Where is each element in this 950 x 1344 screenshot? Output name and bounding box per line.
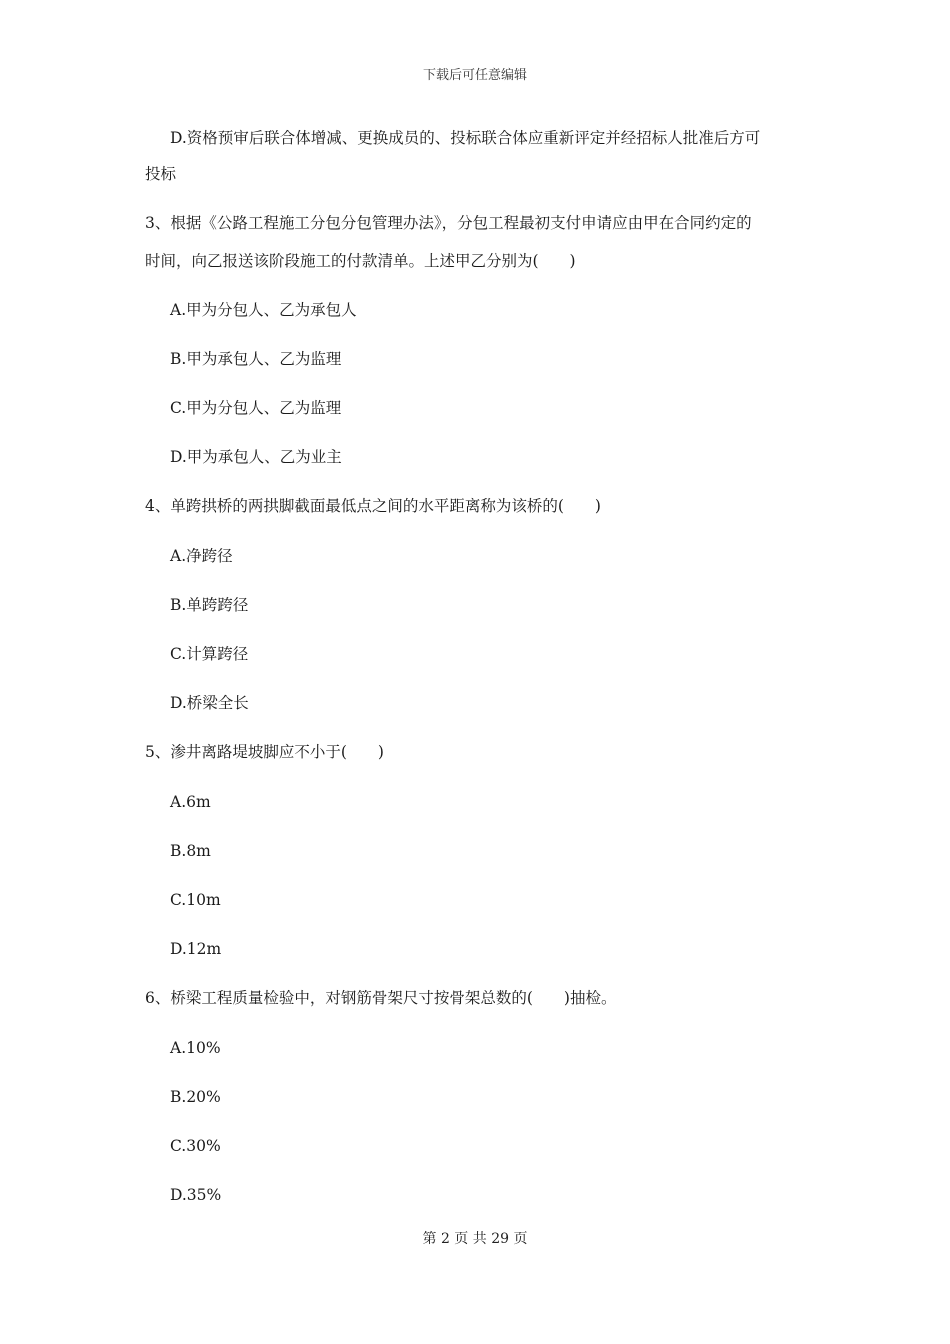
question-4-option-b: B.单跨跨径 [170,596,249,614]
page-header: 下载后可任意编辑 [422,68,527,83]
question-3-option-d: D.甲为承包人、乙为业主 [170,448,342,466]
question-3-stem-line2: 时间，向乙报送该阶段施工的付款清单。上述甲乙分别为( ) [145,252,576,270]
question-4-option-d: D.桥梁全长 [170,694,249,712]
question-5-option-d: D.12m [170,940,222,958]
question-3-stem-line1: 3、根据《公路工程施工分包分包管理办法》，分包工程最初支付申请应由甲在合同约定的 [145,214,752,232]
question-6-stem: 6、桥梁工程质量检验中，对钢筋骨架尺寸按骨架总数的( )抽检。 [145,989,617,1007]
question-6-option-c: C.30% [170,1137,221,1155]
question-6-option-a: A.10% [170,1039,221,1057]
question-6-option-d: D.35% [170,1186,222,1204]
prev-option-d-line2: 投标 [145,165,177,183]
question-3-option-b: B.甲为承包人、乙为监理 [170,350,342,368]
question-5-option-a: A.6m [170,793,211,811]
question-6-option-b: B.20% [170,1088,221,1106]
question-5-option-b: B.8m [170,842,211,860]
question-4-option-c: C.计算跨径 [170,645,249,663]
question-3-option-a: A.甲为分包人、乙为承包人 [170,301,357,319]
question-3-option-c: C.甲为分包人、乙为监理 [170,399,342,417]
question-5-stem: 5、渗井离路堤坡脚应不小于( ) [145,743,384,761]
prev-option-d-line1: D.资格预审后联合体增减、更换成员的、投标联合体应重新评定并经招标人批准后方可 [170,129,761,147]
page-footer: 第 2 页 共 29 页 [422,1231,528,1247]
question-4-option-a: A.净跨径 [170,547,233,565]
question-5-option-c: C.10m [170,891,221,909]
question-4-stem: 4、单跨拱桥的两拱脚截面最低点之间的水平距离称为该桥的( ) [145,497,601,515]
